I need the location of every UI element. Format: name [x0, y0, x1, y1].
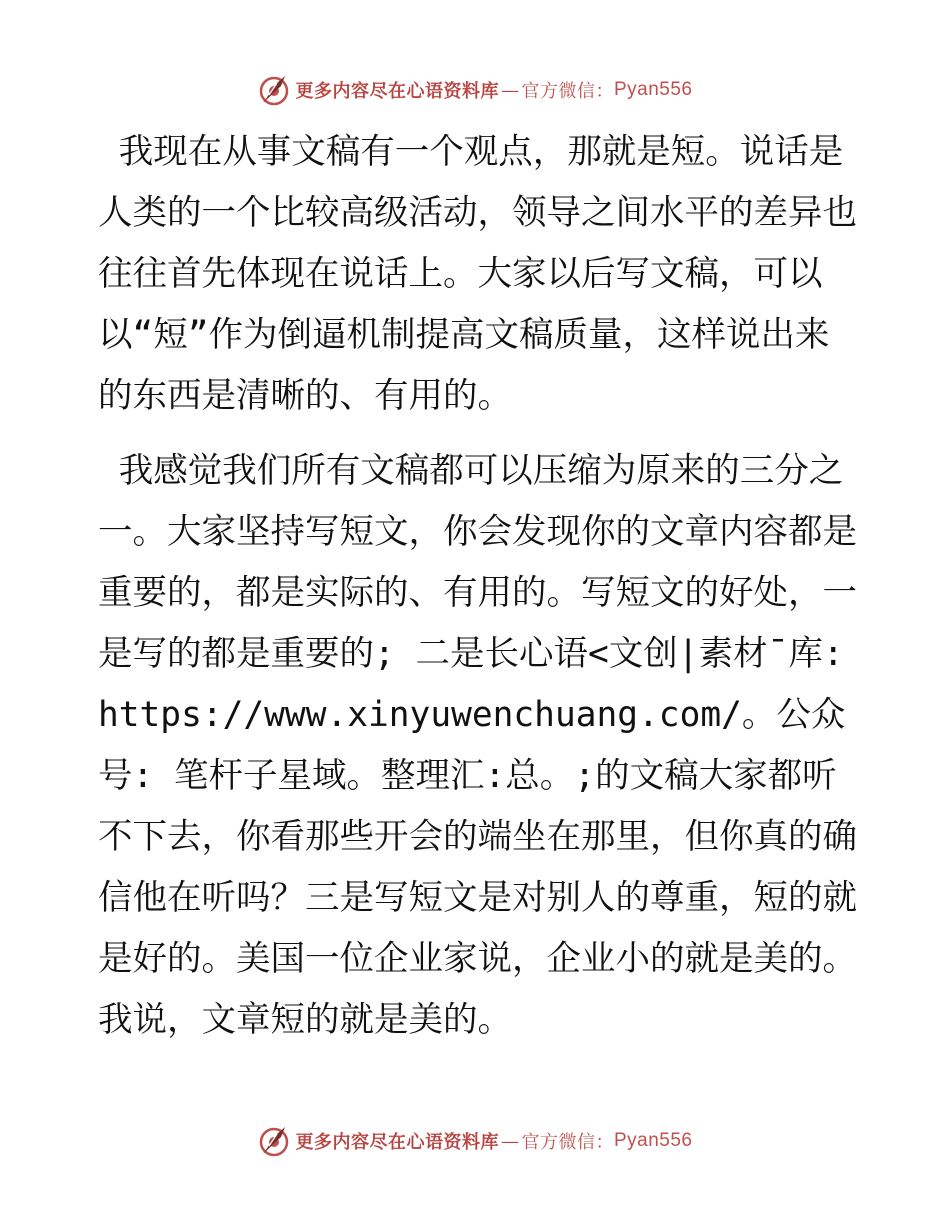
watermark-separator: ： — [595, 81, 614, 102]
watermark-separator: ： — [595, 1132, 614, 1153]
watermark-dash: — — [500, 79, 520, 101]
watermark-wechat-label: 官方微信 — [521, 1132, 596, 1153]
watermark-wechat-id: Pyan556 — [613, 1130, 693, 1151]
paragraph-2: 我感觉我们所有文稿都可以压缩为原来的三分之一。大家坚持写短文，你会发现你的文章内容都是重要的，都是实际的、有用的。写短文的好处，一是写的都是重要的; 二是长心语<文创|素材¯库: https://www.xinyuwenchuang.com/。公众号: 笔杆子星域。整理汇:总。;的文稿大家都听不下去，你看那些开会的端坐在那里，但你真的确信他在听吗？三是写短文是对别人的尊重，短的就是好的。美国一位企业家说，企业小的就是美的。我说，文章短的就是美的。 — [98, 451, 857, 1040]
watermark-brand: 更多内容尽在心语资料库 — [295, 81, 499, 102]
watermark-dash: — — [500, 1130, 520, 1152]
quill-pen-logo-icon — [257, 1124, 291, 1158]
watermark-wechat-id: Pyan556 — [613, 79, 693, 100]
paragraph-1: 我现在从事文稿有一个观点，那就是短。说话是人类的一个比较高级活动，领导之间水平的差异也往往首先体现在说话上。大家以后写文稿，可以 以“短”作为倒逼机制提高文稿质量，这样说出来的东西是清晰的、有用的。 — [98, 132, 857, 416]
footer-watermark — [0, 1123, 950, 1159]
watermark-brand: 更多内容尽在心语资料库 — [295, 1132, 499, 1153]
document-body — [98, 122, 858, 1051]
header-watermark — [0, 72, 950, 108]
quill-pen-logo-icon — [257, 73, 291, 107]
watermark-wechat-label: 官方微信 — [521, 81, 596, 102]
